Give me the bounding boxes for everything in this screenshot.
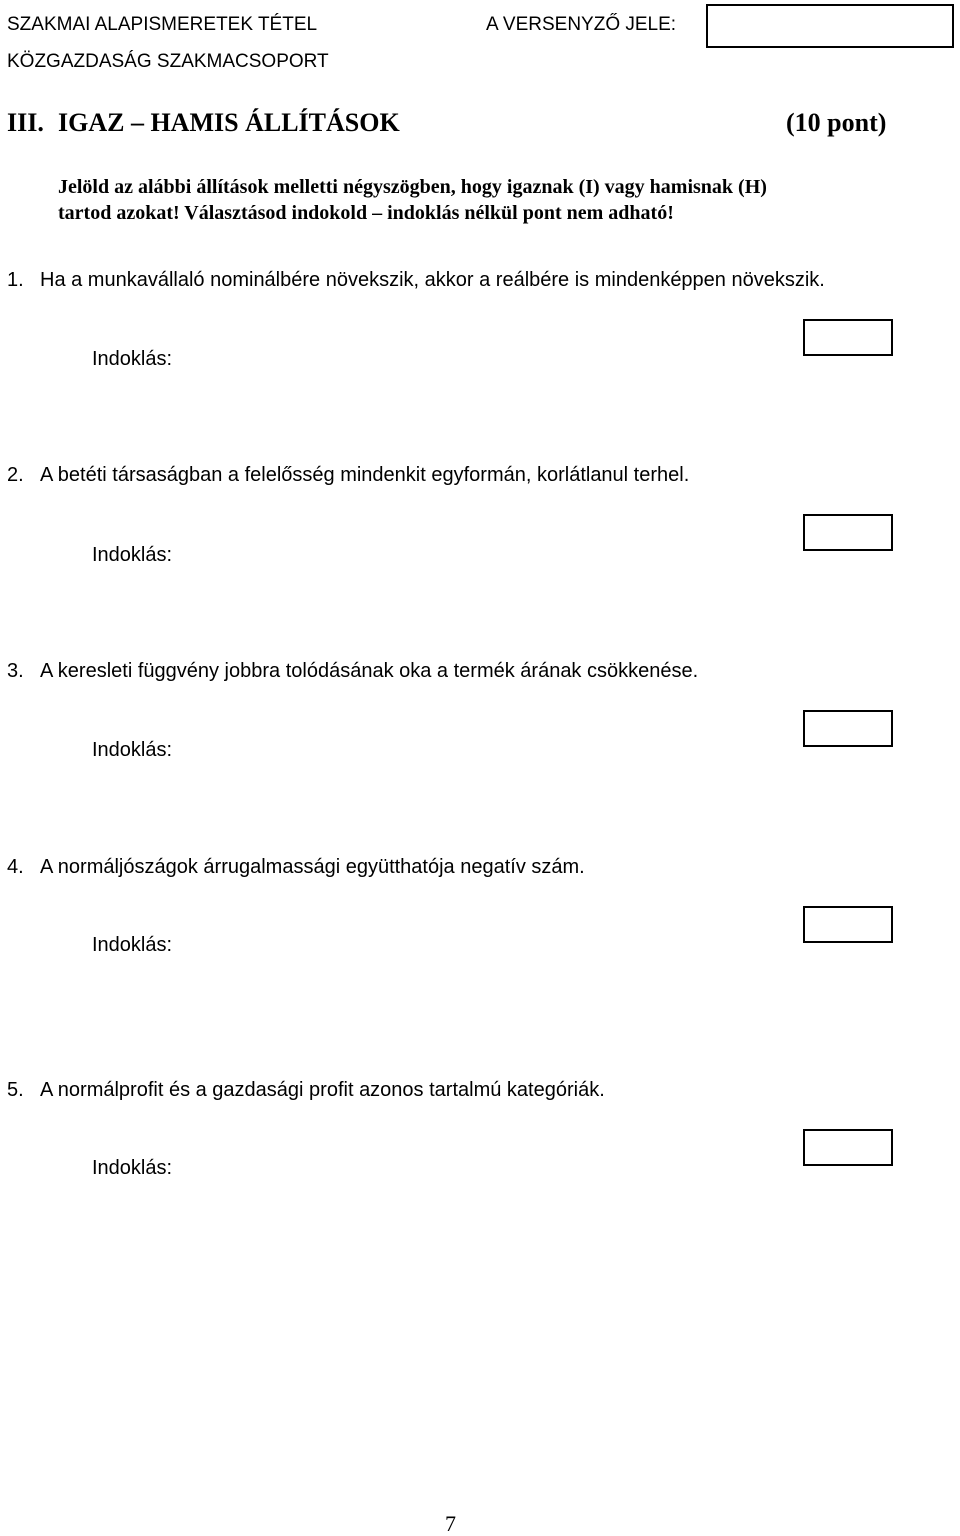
- item-number: 3.: [7, 660, 24, 682]
- answer-box[interactable]: [803, 319, 893, 356]
- instructions-line-1: Jelöld az alábbi állítások melletti négyszögben, hogy igaznak (I) vagy hamisnak (H): [58, 176, 767, 198]
- item-statement: A betéti társaságban a felelősség mindenkit egyformán, korlátlanul terhel.: [40, 464, 690, 486]
- competitor-id-label: A VERSENYZŐ JELE:: [486, 14, 677, 35]
- answer-box[interactable]: [803, 710, 893, 747]
- page-number: 7: [445, 1511, 456, 1536]
- section-number: III.: [7, 108, 44, 137]
- answer-box[interactable]: [803, 514, 893, 551]
- competitor-id-box[interactable]: [706, 4, 954, 48]
- section-title: IGAZ – HAMIS ÁLLÍTÁSOK: [58, 108, 400, 137]
- item-statement: A normáljószágok árrugalmassági együtthatója negatív szám.: [40, 856, 585, 878]
- header-group: KÖZGAZDASÁG SZAKMACSOPORT: [7, 51, 329, 72]
- answer-box[interactable]: [803, 1129, 893, 1166]
- item-statement: A normálprofit és a gazdasági profit azonos tartalmú kategóriák.: [40, 1079, 605, 1101]
- item-number: 1.: [7, 269, 24, 291]
- reason-label: Indoklás:: [92, 739, 173, 761]
- item-statement: Ha a munkavállaló nominálbére növekszik, akkor a reálbére is mindenképpen növekszik.: [40, 269, 825, 291]
- item-number: 2.: [7, 464, 24, 486]
- item-number: 4.: [7, 856, 24, 878]
- section-points: (10 pont): [786, 108, 887, 137]
- header-subject: SZAKMAI ALAPISMERETEK TÉTEL: [7, 14, 318, 35]
- instructions-line-2: tartod azokat! Választásod indokold – indoklás nélkül pont nem adható!: [58, 202, 674, 224]
- item-statement: A keresleti függvény jobbra tolódásának oka a termék árának csökkenése.: [40, 660, 699, 682]
- reason-label: Indoklás:: [92, 544, 173, 566]
- reason-label: Indoklás:: [92, 348, 173, 370]
- item-number: 5.: [7, 1079, 24, 1101]
- answer-box[interactable]: [803, 906, 893, 943]
- reason-label: Indoklás:: [92, 934, 173, 956]
- reason-label: Indoklás:: [92, 1157, 173, 1179]
